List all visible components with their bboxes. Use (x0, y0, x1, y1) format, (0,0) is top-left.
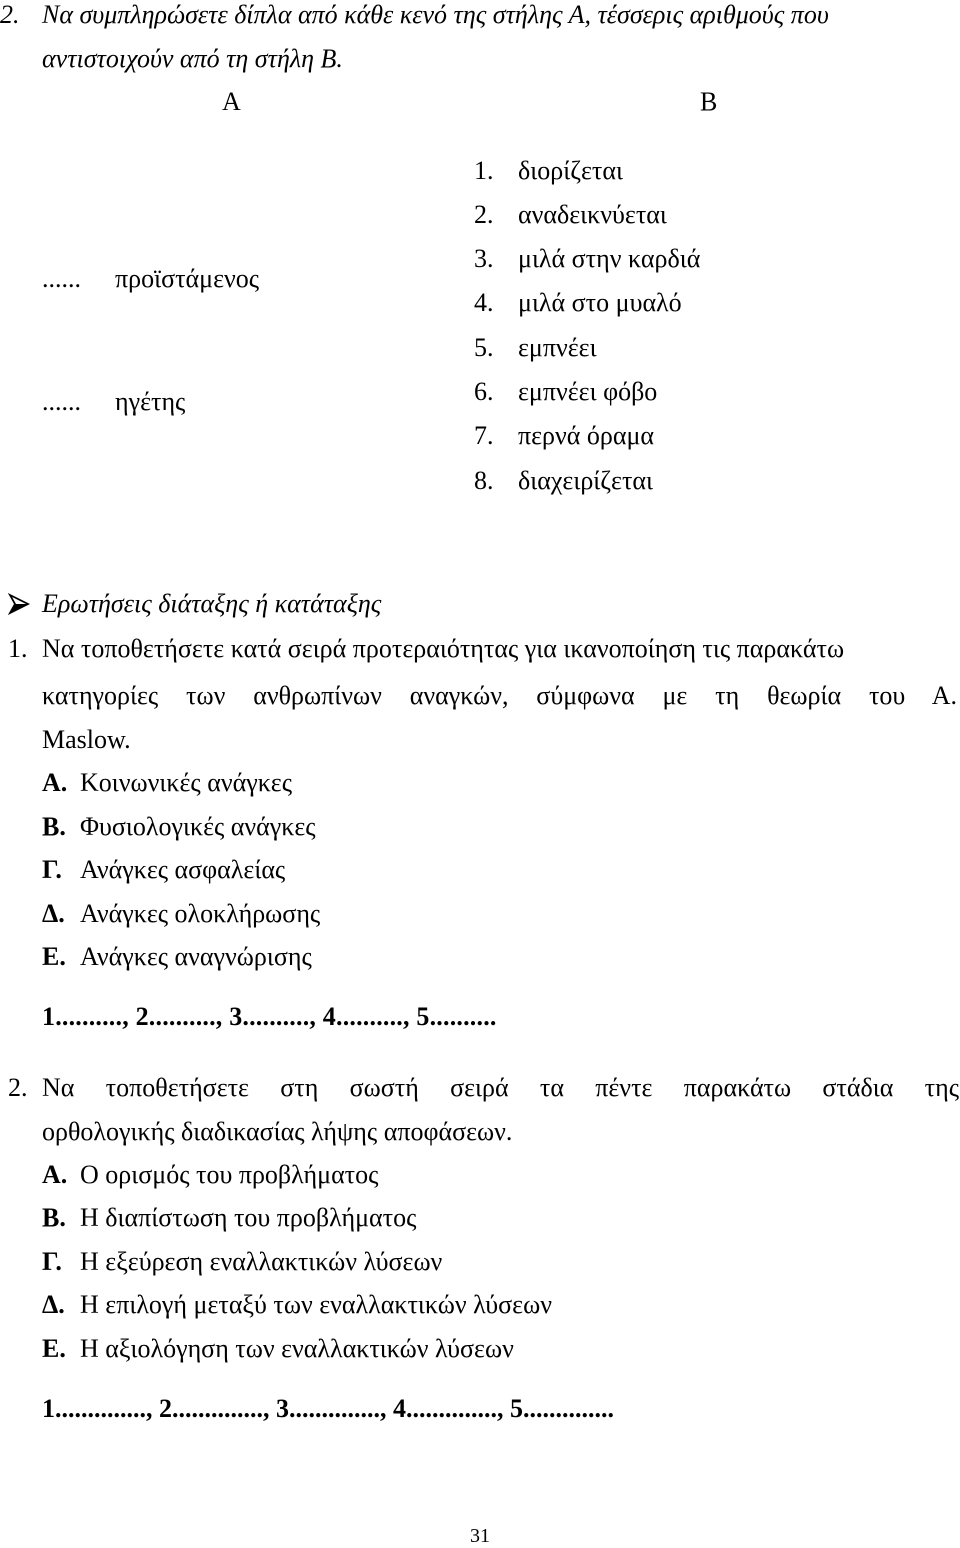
column-a-header: Α (222, 87, 241, 116)
column-b-header: Β (700, 87, 718, 116)
option-text: Η εξεύρεση εναλλακτικών λύσεων (80, 1247, 443, 1276)
matching-question-text-line2: αντιστοιχούν από τη στήλη Β. (42, 44, 343, 73)
ordering-q2-number: 2. (8, 1073, 28, 1102)
option-letter: Γ. (42, 855, 62, 884)
column-b-item: μιλά στην καρδιά (518, 244, 701, 273)
column-b-item: αναδεικνύεται (518, 200, 667, 229)
ordering-q2-line1: Να τοποθετήσετε στη σωστή σειρά τα πέντε παρακάτω στάδια της (42, 1073, 959, 1102)
column-b-number: 5. (474, 333, 494, 362)
column-b-item: περνά όραμα (518, 421, 655, 450)
column-b-item: εμπνέει φόβο (518, 377, 658, 406)
column-b-number: 6. (474, 377, 494, 406)
option-text: Ανάγκες ασφαλείας (80, 855, 286, 884)
column-b-number: 1. (474, 156, 494, 185)
column-a-label: ηγέτης (115, 387, 186, 416)
ordering-q1-number: 1. (8, 634, 28, 663)
option-letter: Δ. (42, 899, 65, 928)
section-heading: Ερωτήσεις διάταξης ή κατάταξης (42, 589, 382, 618)
ordering-q1-line1: Να τοποθετήσετε κατά σειρά προτεραιότητας για ικανοποίηση τις παρακάτω (42, 634, 845, 663)
option-letter: Β. (42, 812, 66, 841)
column-b-number: 2. (474, 200, 494, 229)
column-b-item: διαχειρίζεται (518, 466, 654, 495)
option-letter: Δ. (42, 1290, 65, 1319)
option-letter: Ε. (42, 942, 66, 971)
column-b-item: διορίζεται (518, 156, 623, 185)
option-letter: Ε. (42, 1334, 66, 1363)
column-a-blank: ...... (42, 387, 81, 416)
column-a-label: προϊστάμενος (115, 264, 260, 293)
ordering-q2-line2: ορθολογικής διαδικασίας λήψης αποφάσεων. (42, 1117, 513, 1146)
ordering-q1-line3: Maslow. (42, 725, 131, 754)
column-b-item: εμπνέει (518, 333, 597, 362)
column-b-item: μιλά στο μυαλό (518, 288, 682, 317)
option-letter: Γ. (42, 1247, 62, 1276)
column-b-number: 4. (474, 288, 494, 317)
column-a-blank: ...... (42, 264, 81, 293)
option-letter: Α. (42, 768, 68, 797)
ordering-q2-answer-line: 1.............., 2.............., 3.............., 4.............., 5.............. (42, 1394, 614, 1423)
option-text: Κοινωνικές ανάγκες (80, 768, 293, 797)
matching-question-text-line1: Να συμπληρώσετε δίπλα από κάθε κενό της στήλης Α, τέσσερις αριθμούς που (42, 0, 829, 29)
option-text: Η διαπίστωση του προβλήματος (80, 1203, 417, 1232)
option-text: Φυσιολογικές ανάγκες (80, 812, 316, 841)
matching-question-number: 2. (0, 0, 20, 29)
option-text: Η αξιολόγηση των εναλλακτικών λύσεων (80, 1334, 514, 1363)
page-number: 31 (470, 1525, 490, 1547)
column-b-number: 8. (474, 466, 494, 495)
option-text: Ο ορισμός του προβλήματος (80, 1160, 379, 1189)
option-letter: Β. (42, 1203, 66, 1232)
ordering-q1-line2: κατηγορίες των ανθρωπίνων αναγκών, σύμφωνα με τη θεωρία του Α. (42, 681, 957, 710)
column-b-number: 3. (474, 244, 494, 273)
option-text: Ανάγκες αναγνώρισης (80, 942, 312, 971)
option-text: Η επιλογή μεταξύ των εναλλακτικών λύσεων (80, 1290, 552, 1319)
option-text: Ανάγκες ολοκλήρωσης (80, 899, 321, 928)
arrow-bullet-icon (8, 593, 30, 615)
column-b-number: 7. (474, 421, 494, 450)
option-letter: Α. (42, 1160, 68, 1189)
ordering-q1-answer-line: 1.........., 2.........., 3.........., 4.........., 5.......... (42, 1002, 497, 1031)
